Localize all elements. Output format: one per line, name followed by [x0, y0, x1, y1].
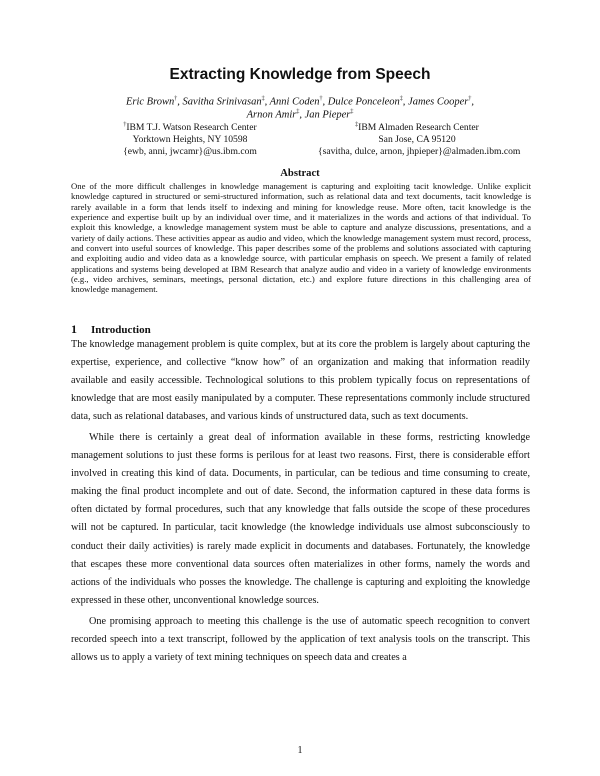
section-number: 1	[71, 322, 77, 336]
section-title: Introduction	[91, 324, 151, 336]
body-paragraph: One promising approach to meeting this challenge is the use of automatic speech recognition to convert recorded speech into a text transcript, followed by the application of text analysis tools on the transcript. This allows us to apply a variety of text mining techniques on speech data and creates a	[71, 615, 530, 663]
section-heading	[71, 322, 151, 337]
affiliation-city: San Jose, CA 95120	[378, 134, 456, 146]
section-body	[71, 336, 530, 670]
body-paragraph: While there is certainly a great deal of information available in these forms, restricting knowledge management solutions to just these forms is perilous for at least two reasons. First, there is considerable effort involved in creating this kind of data. Documents, in particular, can be tedious and time consuming to create, making the final product incomplete and out of date. Second, the information captured in these data forms is often dictated by formal procedures, such that any knowledge that falls outside the scope of these procedures will not be captured. In particular, tacit knowledge (the knowledge individuals use almost subconsciously to conduct their daily activities) is rarely made explicit in documents and databases. Fortunately, the knowledge that escapes these more conventional data sources often materializes in other forms, namely the words and actions of the individuals who posses the knowledge. The challenge is capturing and exploiting the knowledge expressed in these other, unconventional knowledge sources.	[71, 432, 530, 606]
author-name: Arnon Amir	[246, 109, 297, 121]
affiliation-email: {ewb, anni, jwcamr}@us.ibm.com	[123, 146, 257, 158]
affiliation-mark: †	[123, 122, 127, 128]
author-mark: †	[468, 96, 472, 102]
affiliation-watson	[100, 119, 280, 158]
author-line-2: Arnon Amir‡, Jan Pieper‡	[246, 109, 354, 121]
affiliation-email: {savitha, dulce, arnon, jhpieper}@almaden.ibm.com	[318, 146, 521, 158]
author-name: Savitha Srinivasan	[182, 96, 262, 108]
author-mark: †	[319, 96, 323, 102]
author-line-1: Eric Brown†, Savitha Srinivasan‡, Anni Coden†, Dulce Ponceleon‡, James Cooper†,	[125, 96, 475, 108]
author-name: Eric Brown	[125, 96, 175, 108]
author-name: Dulce Ponceleon	[327, 96, 400, 108]
author-mark: †	[174, 96, 178, 102]
affiliation-city: Yorktown Heights, NY 10598	[132, 134, 248, 146]
author-name: James Cooper	[408, 96, 469, 108]
author-name: Jan Pieper	[304, 109, 351, 121]
author-mark: ‡	[296, 109, 300, 115]
abstract-heading: Abstract	[280, 168, 320, 179]
affiliation-name: IBM T.J. Watson Research Center	[126, 122, 257, 134]
affiliation-name: IBM Almaden Research Center	[358, 122, 479, 134]
affiliation-mark: ‡	[355, 122, 359, 128]
page-number: 1	[297, 745, 303, 756]
author-name: Anni Coden	[269, 96, 320, 108]
abstract-text: One of the more difficult challenges in knowledge management is capturing and exploiting tacit knowledge. Unlike explicit knowledge captured in structured or semi-structured information, such as relational data and text documents, tacit knowledge is rarely available in a form that lends itself to indexing and mining for knowledge reuse. More often, tacit knowledge is the experience and expertise built up by an individual over time, and it materializes in the words and actions of that individual. To exploit this knowledge, a knowledge management system must be able to capture and analyze discussions, presentations, and a variety of daily actions. These activities appear as audio and video, which the knowledge management system must record, process, and convert into useful sources of knowledge. This paper describes some of the problems and solutions associated with capturing and exploiting audio and video data as a knowledge source, with particular emphasis on speech. We present a family of related applications and systems being developed at IBM Research that analyze audio and video in a variety of knowledge environments (e.g., video archives, seminars, meetings, personal dictation, etc.) and explore future directions in this challenging area of knowledge management.	[71, 181, 531, 295]
paper-title: Extracting Knowledge from Speech	[169, 66, 431, 83]
author-mark: ‡	[399, 96, 403, 102]
body-paragraph: The knowledge management problem is quite complex, but at its core the problem is largely about capturing the expertise, experience, and collective “know how” of an organization and making that information readily available and easily accessible. Technological solutions to this problem typically focus on representations of knowledge that are most easily manipulated by a computer. These representations commonly include structured data, such as relational databases, and various kinds of unstructured data, such as text documents.	[71, 339, 530, 423]
author-mark: ‡	[261, 96, 265, 102]
affiliation-almaden	[318, 119, 521, 158]
author-mark: ‡	[350, 109, 354, 115]
